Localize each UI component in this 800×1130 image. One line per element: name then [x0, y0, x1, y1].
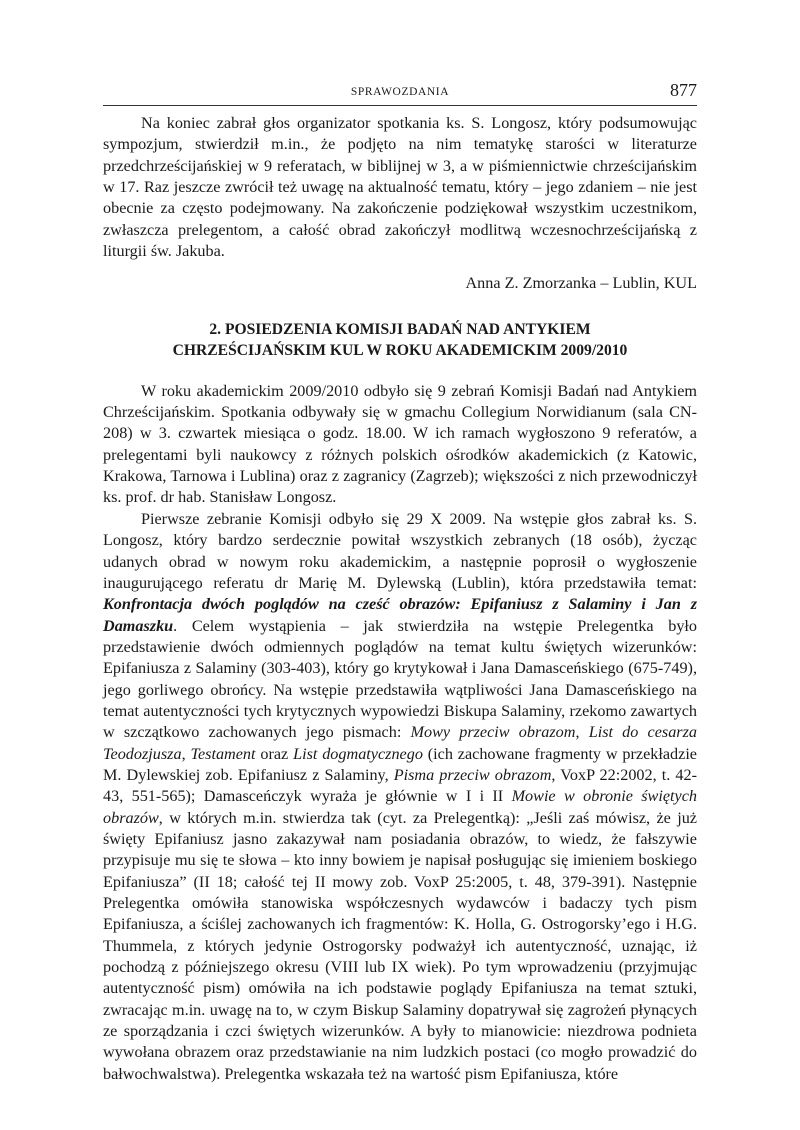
work-title: List dogmatycznego: [293, 744, 423, 763]
text-run: oraz: [255, 744, 294, 763]
text-run: . Celem wystąpienia – jak stwierdziła na wstępie Prelegentka było przedstawienie dwóch odmiennych poglądów na temat kultu świętych wizerunków: Epifaniusza z Salaminy (303-403), który go krytykował i Jana Damasceńskiego (675-749), jego gorliwego obrońcy. Na wstępie przedstawiła wątpliwości Jana Damasceńskiego na temat autentyczności tych krytycznych wypowiedzi Biskupa Salaminy, rzekomo zawartych w szczątkowo zachowanych jego pismach:: [103, 616, 697, 742]
work-title: Testament: [190, 744, 256, 763]
section-heading-line-2: CHRZEŚCIJAŃSKIM KUL W ROKU AKADEMICKIM 2009/2010: [172, 341, 628, 359]
section-heading-line-1: 2. POSIEDZENIA KOMISJI BADAŃ NAD ANTYKIEM: [209, 320, 591, 338]
closing-paragraph: Na koniec zabrał głos organizator spotkania ks. S. Longosz, który podsumowując sympozjum, stwierdził m.in., że podjęto na nim tematykę starości w literaturze przedchrześcijańskiej w 9 referatach, w biblijnej w 3, a w piśmiennictwie chrześcijańskim w 17. Raz jeszcze zwrócił też uwagę na aktualność tematu, który – jego zdaniem – nie jest obecnie za często podejmowany. Na zakończenie podziękował wszystkim uczestnikom, zwłaszcza prelegentom, a całość obrad zakończył modlitwą wczesnochrześcijańską z liturgii św. Jakuba.: [103, 114, 697, 261]
page-number: 877: [670, 80, 697, 100]
text-run: , VoxP 22:2002, t. 42-43, 551-565); Damasceńczyk wyraża je głównie w I i II: [103, 765, 697, 806]
intro-paragraph: W roku akademickim 2009/2010 odbyło się 9 zebrań Komisji Badań nad Antykiem Chrześcijańskim. Spotkania odbywały się w gmachu Collegium Norwidianum (sala CN-208) w 3. czwartek miesiąca o godz. 18.00. W ich ramach wygłoszono 9 referatów, a prelegentami byli naukowcy z różnych polskich ośrodków akademickich (z Katowic, Krakowa, Tarnowa i Lublina) oraz z zagranicy (Zagrzeb); większości z nich przewodniczył ks. prof. dr hab. Stanisław Longosz.: [103, 381, 697, 507]
work-title: Mowy przeciw obrazom: [410, 723, 576, 742]
work-title: Pisma przeciw obrazom: [393, 765, 552, 784]
running-header-section: SPRAWOZDANIA: [350, 86, 450, 98]
text-run: (ich zachowane fragmenty w przekładzie M. Dylewskiej zob. Epifaniusz z Salaminy,: [103, 744, 697, 784]
section-heading: [103, 319, 697, 361]
author-signature: Anna Z. Zmorzanka – Lublin, KUL: [465, 274, 697, 293]
work-title: Mowie w obronie świętych obrazów: [103, 787, 697, 827]
header-rule: [103, 105, 697, 106]
text-run: Pierwsze zebranie Komisji odbyło się 29 X 2009. Na wstępie głos zabrał ks. S. Longosz, który bardzo serdecznie powitał wszystkich zebranych (18 osób), życząc udanych obrad w nowym roku akademickim, a następnie poprosił o wygłoszenie inaugurującego referatu dr Marię M. Dylewską (Lublin), która przedstawiła temat:: [103, 509, 697, 592]
text-run: , w których m.in. stwierdza tak (cyt. za Prelegentką): „Jeśli zaś mówisz, że już święty Epifaniusz jasno zakazywał nam posiadania obrazów, to wiedz, że fałszywie przypisuje mu się te słowa – kto inny bowiem je napisał posługując się imieniem boskiego Epifaniusza” (II 18; całość tej II mowy zob. VoxP 25:2005, t. 48, 379-391). Następnie Prelegentka omówiła stanowiska współczesnych wydawców i badaczy tych pism Epifaniusza, a ściślej zachowanych ich fragmentów: K. Holla, G. Ostrogorsky’ego i H.G. Thummela, z których jedynie Ostrogorsky podważył ich autentyczność, uznając, iż pochodzą z późniejszego okresu (VIII lub IX wiek). Po tym wprowadzeniu (przyjmując autentyczność pism) omówiła na ich podstawie poglądy Epifaniusza na temat sztuki, zwracając m.in. uwagę na to, w czym Biskup Salaminy dopatrywał się zagrożeń płynących ze sporządzania i czci świętych wizerunków. A były to mianowicie: niezdrowa podnieta wywołana obrazem oraz przedstawianie na nim ludzkich postaci (co mogło prowadzić do bałwochwalstwa). Prelegentka wskazała też na wartość pism Epifaniusza, które: [103, 808, 697, 1083]
running-header: [103, 80, 697, 104]
first-meeting-paragraph: [103, 509, 697, 1085]
text-body: [103, 113, 697, 1085]
text-run: ,: [181, 744, 191, 763]
work-title: List do cesarza Teodozjusza: [103, 723, 697, 763]
text-run: ,: [575, 723, 589, 742]
lecture-title: Konfrontacja dwóch poglądów na cześć obrazów: Epifaniusz z Salaminy i Jan z Damaszku: [103, 595, 697, 635]
